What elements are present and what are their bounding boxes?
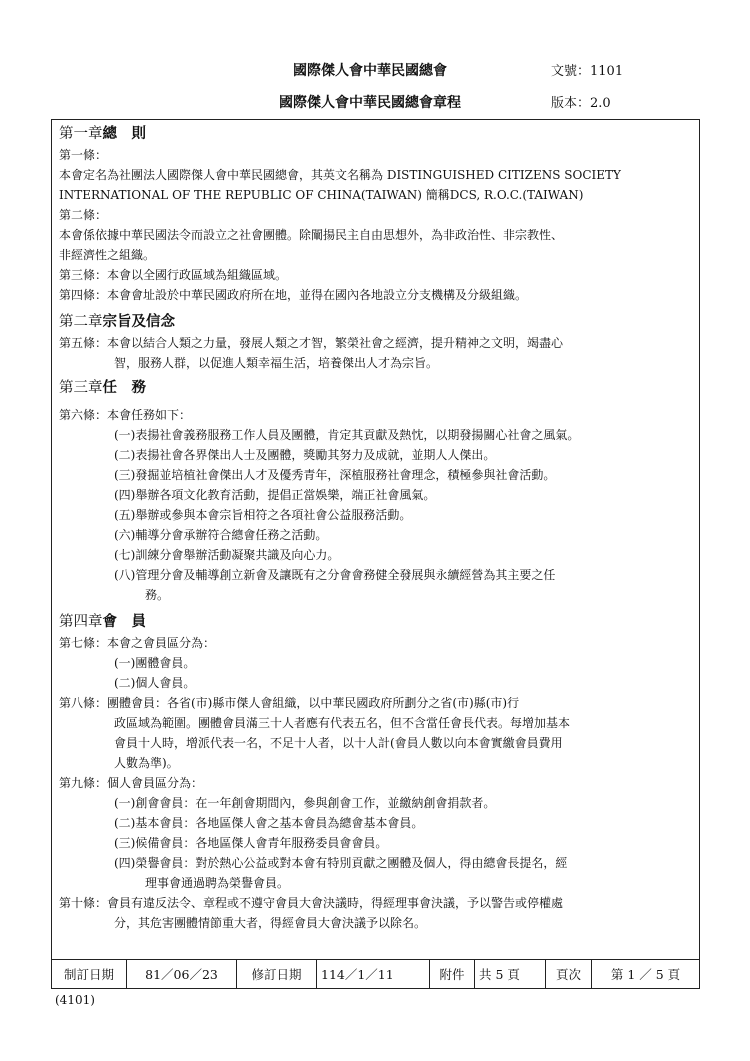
chapter-heading <box>59 611 691 633</box>
article-line: 務。 <box>145 588 170 602</box>
header-row-2 <box>0 92 750 116</box>
article-line: (一)團體會員。 <box>114 656 196 670</box>
chapter-heading <box>59 311 691 333</box>
chapter-heading <box>59 377 691 399</box>
doc-number: 文號：1101 <box>551 64 624 79</box>
header-row-1 <box>0 60 750 84</box>
article-line: 第七條：本會之會員區分為： <box>59 636 216 650</box>
revise-date: 114／1／11 <box>317 960 430 988</box>
article-line: (三)候備會員：各地區傑人會青年服務委員會會員。 <box>114 836 388 850</box>
article-line: 第八條：團體會員：各省(市)縣市傑人會組織，以中華民國政府所劃分之省(市)縣(市)行 <box>59 696 520 710</box>
article-line: 第十條：會員有違反法令、章程或不遵守會員大會決議時，得經理事會決議，予以警告或停權處 <box>59 896 564 910</box>
chapter-number: 第一章 <box>59 126 103 142</box>
article-line: (七)訓練分會舉辦活動凝聚共識及向心力。 <box>114 548 340 562</box>
article-line: 第一條： <box>59 148 108 162</box>
article-line: (四)榮譽會員：對於熱心公益或對本會有特別貢獻之團體及個人，得由總會長提名，經 <box>114 856 568 870</box>
article-line: (一)創會會員：在一年創會期間內，參與創會工作，並繳納創會捐款者。 <box>114 796 496 810</box>
doc-title: 國際傑人會中華民國總會章程 <box>279 95 461 111</box>
article-line: 智，服務人群，以促進人類幸福生活，培養傑出人才為宗旨。 <box>114 356 439 370</box>
article-line: 理事會通過聘為榮譽會員。 <box>145 876 290 890</box>
article-line: (五)舉辦或參與本會宗旨相符之各項社會公益服務活動。 <box>114 508 412 522</box>
attach-value: 共 5 頁 <box>475 960 546 988</box>
content-frame <box>51 119 700 960</box>
chapter-heading <box>59 123 691 145</box>
doc-code: (4101) <box>55 993 95 1007</box>
article-line: 人數為準)。 <box>114 756 179 770</box>
article-line: (三)發掘並培植社會傑出人才及優秀青年，深植服務社會理念，積極參與社會活動。 <box>114 468 556 482</box>
article-line: 分，其危害團體情節重大者，得經會員大會決議予以除名。 <box>114 916 427 930</box>
version-label: 版本：2.0 <box>551 96 611 111</box>
article-line: 非經濟性之組織。 <box>59 248 156 262</box>
article-line: (八)管理分會及輔導創立新會及讓既有之分會會務健全發展與永續經營為其主要之任 <box>114 568 556 582</box>
article-line: 政區域為範圍。團體會員滿三十人者應有代表五名，但不含當任會長代表。每增加基本 <box>114 716 571 730</box>
attach-label: 附件 <box>430 960 475 988</box>
page-label: 頁次 <box>546 960 592 988</box>
document-body <box>59 123 691 933</box>
article-line: INTERNATIONAL OF THE REPUBLIC OF CHINA(TAIWAN) 簡稱DCS, R.O.C.(TAIWAN) <box>59 188 584 202</box>
article-line: 會員十人時，增派代表一名，不足十人者，以十人計(會員人數以向本會實繳會員費用 <box>114 736 563 750</box>
chapter-title: 任 務 <box>102 380 146 396</box>
chapter-number: 第三章 <box>59 380 103 396</box>
article-line: (二)個人會員。 <box>114 676 196 690</box>
article-line: 第二條： <box>59 208 108 222</box>
article-line: 第九條：個人會員區分為： <box>59 776 204 790</box>
article-line: (二)表揚社會各界傑出人士及團體，獎勵其努力及成就，並期人人傑出。 <box>114 448 496 462</box>
chapter-number: 第二章 <box>59 314 103 330</box>
article-line: (一)表揚社會義務服務工作人員及團體，肯定其貢獻及熱忱，以期發揚關心社會之風氣。 <box>114 428 580 442</box>
chapter-number: 第四章 <box>59 614 103 630</box>
page-value: 第 1 ／ 5 頁 <box>610 967 681 982</box>
enact-label: 制訂日期 <box>52 960 127 988</box>
enact-date: 81／06／23 <box>127 960 237 988</box>
article-line: 第三條：本會以全國行政區域為組織區域。 <box>59 268 288 282</box>
chapter-title: 總 則 <box>102 126 146 142</box>
article-line: 第五條：本會以結合人類之力量，發展人類之才智，繁榮社會之經濟，提升精神之文明，竭盡心 <box>59 336 564 350</box>
chapter-title: 會 員 <box>102 614 146 630</box>
org-name: 國際傑人會中華民國總會 <box>293 63 447 79</box>
article-line: (二)基本會員：各地區傑人會之基本會員為總會基本會員。 <box>114 816 424 830</box>
footer-table <box>51 959 700 989</box>
revise-label: 修訂日期 <box>237 960 317 988</box>
article-line: (六)輔導分會承辦符合總會任務之活動。 <box>114 528 328 542</box>
article-line: 本會係依據中華民國法令而設立之社會團體。除闡揚民主自由思想外，為非政治性、非宗教性、 <box>59 228 564 242</box>
article-line: 第六條：本會任務如下： <box>59 408 192 422</box>
article-line: (四)舉辦各項文化教育活動，提倡正當娛樂，端正社會風氣。 <box>114 488 436 502</box>
article-line: 本會定名為社團法人國際傑人會中華民國總會，其英文名稱為 DISTINGUISHED CITIZENS SOCIETY <box>59 168 621 182</box>
article-line: 第四條：本會會址設於中華民國政府所在地，並得在國內各地設立分支機構及分級組織。 <box>59 288 528 302</box>
chapter-title: 宗旨及信念 <box>102 314 175 330</box>
